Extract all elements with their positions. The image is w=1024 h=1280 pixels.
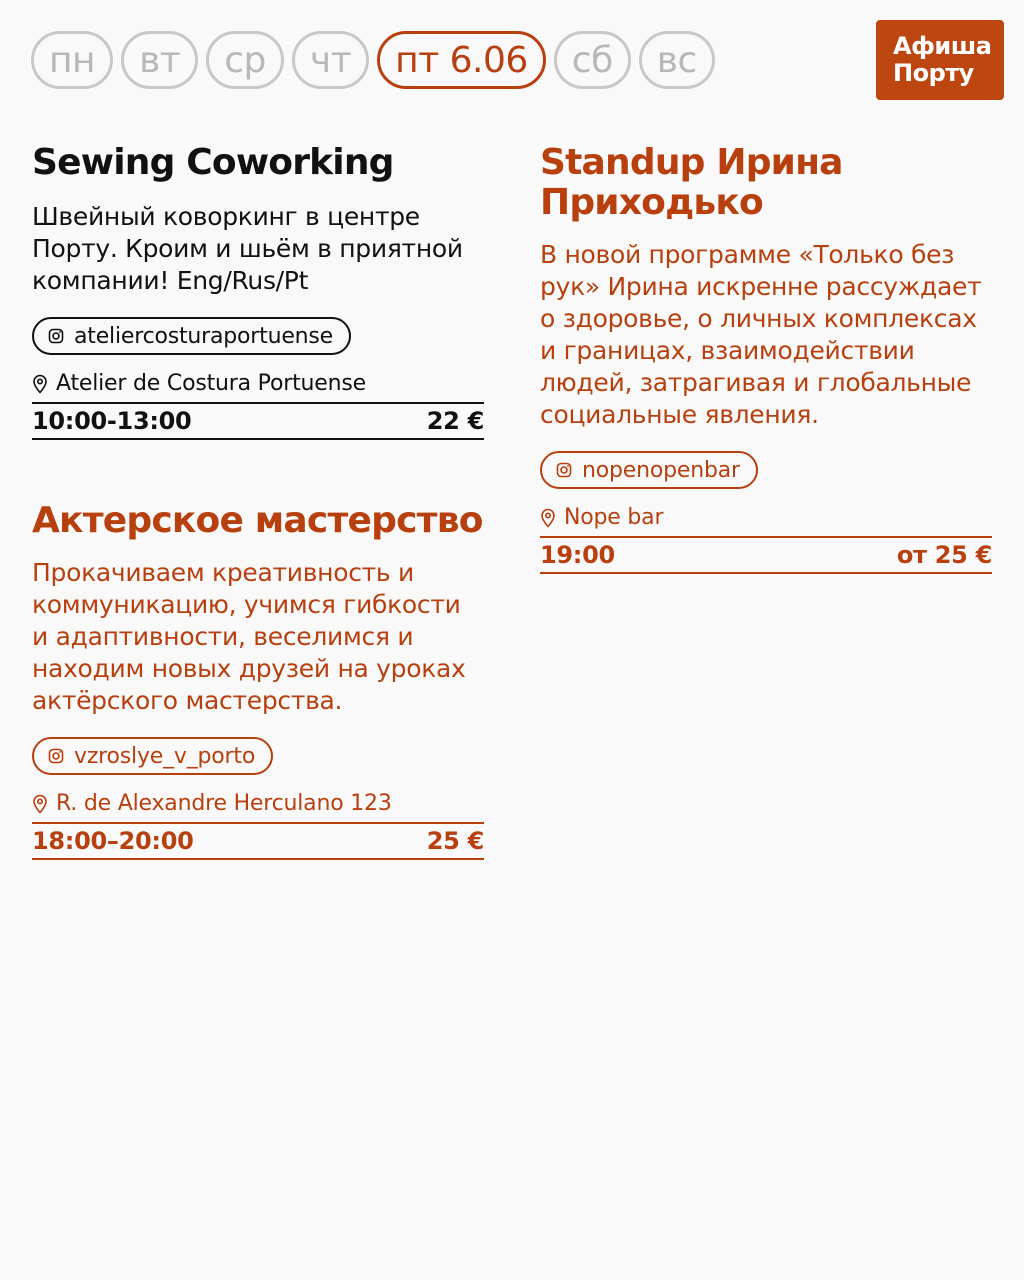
instagram-icon <box>556 462 572 478</box>
event-description: Швейный коворкинг в центре Порту. Кроим и шьём в приятной компании! Eng/Rus/Pt <box>32 202 463 295</box>
event-card-acting <box>32 501 484 860</box>
event-card-sewing <box>32 143 484 440</box>
event-title: Standup Ирина Приходько <box>540 142 843 223</box>
location-text: Atelier de Costura Portuense <box>56 371 366 396</box>
event-location <box>32 371 484 396</box>
event-meta <box>32 822 484 860</box>
event-time: 18:00–20:00 <box>32 827 194 855</box>
brand-logo <box>876 20 1004 100</box>
event-price: от 25 € <box>896 541 992 569</box>
day-tab-tue[interactable]: вт <box>121 31 198 89</box>
instagram-handle: nopenopenbar <box>582 457 740 483</box>
instagram-icon <box>48 748 64 764</box>
day-tab-thu[interactable]: чт <box>292 31 369 89</box>
day-selector <box>31 31 715 89</box>
event-location <box>32 791 484 816</box>
location-pin-icon <box>32 374 48 394</box>
event-price: 22 € <box>426 407 484 435</box>
location-text: R. de Alexandre Herculano 123 <box>56 791 392 816</box>
instagram-icon <box>48 328 64 344</box>
day-tab-wed[interactable]: ср <box>206 31 284 89</box>
instagram-handle: ateliercosturaportuense <box>74 323 333 349</box>
instagram-handle: vzroslye_v_porto <box>74 743 256 769</box>
brand-line-2: Порту <box>893 59 974 87</box>
instagram-link[interactable] <box>32 737 273 775</box>
event-card-standup <box>540 143 992 574</box>
event-location <box>540 505 992 530</box>
event-description: В новой программе «Только без рук» Ирина искренне рассуждает о здоровье, о личных комплексах и границах, взаимодействии людей, затрагивая и глобальные социальные явления. <box>540 240 982 429</box>
day-tab-fri-active[interactable]: пт 6.06 <box>377 31 546 89</box>
day-tab-sat[interactable]: сб <box>554 31 631 89</box>
event-meta <box>540 536 992 574</box>
instagram-link[interactable] <box>540 451 758 489</box>
day-tab-mon[interactable]: пн <box>31 31 113 89</box>
event-price: 25 € <box>426 827 484 855</box>
day-tab-sun[interactable]: вс <box>639 31 715 89</box>
event-meta <box>32 402 484 440</box>
event-time: 19:00 <box>540 541 615 569</box>
location-pin-icon <box>32 794 48 814</box>
event-time: 10:00-13:00 <box>32 407 192 435</box>
event-title: Sewing Coworking <box>32 142 394 183</box>
location-pin-icon <box>540 508 556 528</box>
event-description: Прокачиваем креативность и коммуникацию, учимся гибкости и адаптивности, веселимся и находим новых друзей на уроках актёрского мастерства. <box>32 558 466 715</box>
brand-line-1: Афиша <box>893 32 992 60</box>
event-title: Актерское мастерство <box>32 500 483 541</box>
location-text: Nope bar <box>564 505 664 530</box>
instagram-link[interactable] <box>32 317 351 355</box>
